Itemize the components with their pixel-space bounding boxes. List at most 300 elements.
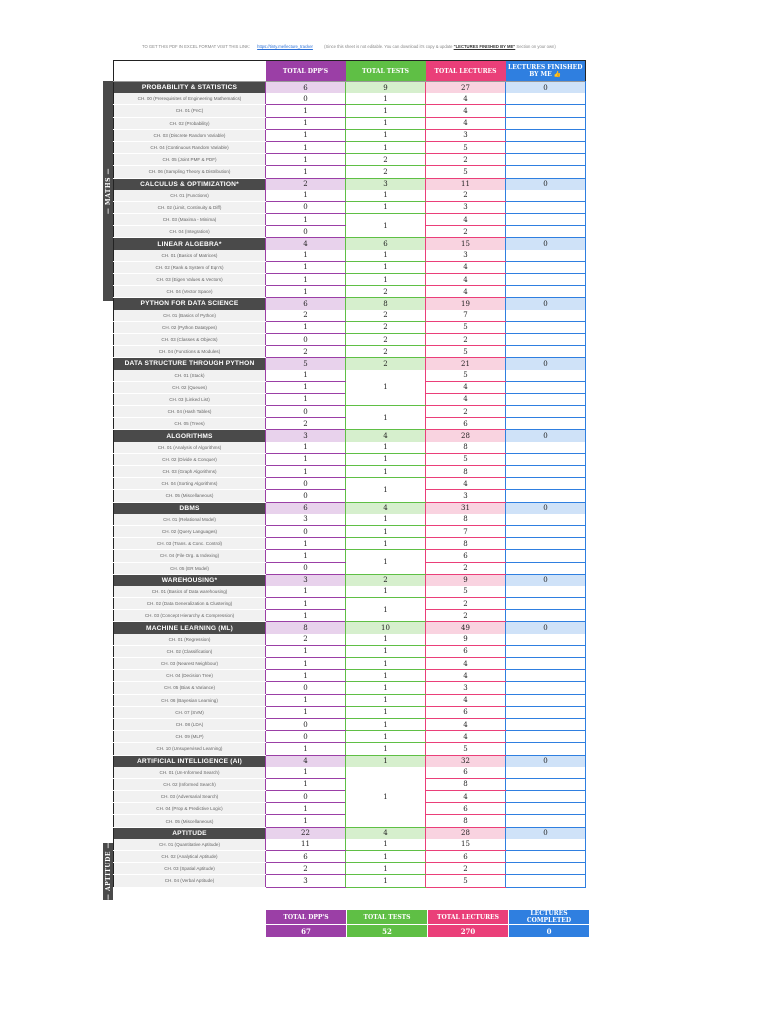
chapter-lectures: 2 [426,333,506,345]
header-blank-cell [114,61,266,82]
chapter-lectures: 5 [426,875,506,887]
section-name: WAREHOUSING* [114,574,266,586]
chapter-tests: 1 [346,694,426,706]
chapter-lectures: 6 [426,550,506,562]
chapter-dpps: 1 [266,598,346,610]
chapter-tests: 2 [346,154,426,166]
chapter-tests: 2 [346,310,426,322]
chapter-name: CH. 07 (SVM) [114,706,266,718]
chapter-finished-input[interactable] [506,658,586,670]
chapter-finished-input[interactable] [506,682,586,694]
chapter-dpps: 6 [266,851,346,863]
chapter-finished-input[interactable] [506,190,586,202]
chapter-row [114,117,586,129]
chapter-tests: 1 [346,141,426,153]
section-name: DBMS [114,502,266,514]
chapter-name: CH. 04 (Sorting Algorithms) [114,478,266,490]
chapter-finished-input[interactable] [506,226,586,238]
chapter-name: CH. 02 (Queues) [114,381,266,393]
chapter-finished-input[interactable] [506,129,586,141]
summary-totals-table [265,909,590,938]
chapter-name: CH. 03 (Eigen Values & Vectors) [114,274,266,286]
chapter-tests: 1 [346,129,426,141]
chapter-finished-input[interactable] [506,117,586,129]
section-lectures-finished: 0 [506,574,586,586]
chapter-finished-input[interactable] [506,694,586,706]
chapter-lectures: 6 [426,803,506,815]
chapter-name: CH. 02 (Python Datatypes) [114,321,266,333]
excel-note-prefix: TO GET THIS PDF IN EXCEL FORMAT VISIT THIS LINK: [142,44,250,49]
chapter-dpps: 1 [266,778,346,790]
section-name: PYTHON FOR DATA SCIENCE [114,298,266,310]
chapter-dpps: 1 [266,154,346,166]
chapter-tests: 2 [346,286,426,298]
chapter-row [114,321,586,333]
chapter-row [114,346,586,358]
section-total-tests: 10 [346,622,426,634]
chapter-dpps: 1 [266,694,346,706]
section-name: ALGORITHMS [114,430,266,442]
chapter-lectures: 4 [426,286,506,298]
maths-side-label: — MATHS — [103,81,113,301]
chapter-tests: 1 [346,863,426,875]
chapter-tests: 1 [346,731,426,743]
section-lectures-finished: 0 [506,502,586,514]
chapter-finished-input[interactable] [506,598,586,610]
total-lectures-value: 270 [428,925,509,938]
chapter-name: CH. 03 (Graph Algorithms) [114,466,266,478]
chapter-tests: 1 [346,718,426,730]
chapter-tests: 1 [346,645,426,657]
chapter-lectures: 4 [426,381,506,393]
chapter-finished-input[interactable] [506,201,586,213]
chapter-row [114,190,586,202]
chapter-lectures: 6 [426,767,506,779]
chapter-finished-input[interactable] [506,743,586,755]
section-name: MACHINE LEARNING (ML) [114,622,266,634]
section-row [114,298,586,310]
chapter-lectures: 8 [426,538,506,550]
chapter-dpps: 0 [266,93,346,105]
chapter-dpps: 0 [266,562,346,574]
chapter-finished-input[interactable] [506,105,586,117]
section-lectures-finished: 0 [506,178,586,190]
chapter-name: CH. 04 (Continuous Random Variable) [114,141,266,153]
chapter-finished-input[interactable] [506,393,586,405]
section-total-dpps: 3 [266,574,346,586]
section-total-lectures: 28 [426,827,506,839]
chapter-tests: 1 [346,370,426,406]
chapter-dpps: 1 [266,250,346,262]
chapter-finished-input[interactable] [506,851,586,863]
chapter-dpps: 1 [266,117,346,129]
section-row [114,238,586,250]
chapter-tests: 1 [346,442,426,454]
chapter-finished-input[interactable] [506,815,586,827]
chapter-lectures: 2 [426,562,506,574]
chapter-tests: 2 [346,346,426,358]
chapter-row [114,274,586,286]
chapter-finished-input[interactable] [506,466,586,478]
chapter-name: CH. 01 (Quantitative Aptitude) [114,839,266,851]
chapter-finished-input[interactable] [506,550,586,562]
chapter-row [114,370,586,382]
chapter-tests: 1 [346,274,426,286]
chapter-name: CH. 05 (Miscellaneous) [114,490,266,502]
chapter-tests: 1 [346,550,426,574]
chapter-lectures: 5 [426,586,506,598]
chapter-dpps: 0 [266,406,346,418]
chapter-finished-input[interactable] [506,261,586,273]
chapter-dpps: 0 [266,478,346,490]
chapter-name: CH. 05 (Bias & Variance) [114,682,266,694]
chapter-finished-input[interactable] [506,562,586,574]
chapter-dpps: 1 [266,370,346,382]
chapter-row [114,851,586,863]
chapter-finished-input[interactable] [506,634,586,646]
chapter-dpps: 1 [266,645,346,657]
header-total-lectures: TOTAL LECTURES [426,61,506,82]
total-dpps-label: TOTAL DPP'S [266,910,347,925]
chapter-lectures: 4 [426,393,506,405]
chapter-finished-input[interactable] [506,803,586,815]
chapter-lectures: 2 [426,226,506,238]
chapter-dpps: 1 [266,658,346,670]
chapter-finished-input[interactable] [506,586,586,598]
chapter-finished-input[interactable] [506,154,586,166]
chapter-row [114,406,586,418]
chapter-row [114,261,586,273]
chapter-finished-input[interactable] [506,286,586,298]
chapter-name: CH. 02 (Probability) [114,117,266,129]
section-row [114,502,586,514]
chapter-name: CH. 03 (Linked List) [114,393,266,405]
chapter-dpps: 3 [266,875,346,887]
chapter-name: CH. 05 (Joint PMF & PDF) [114,154,266,166]
chapter-name: CH. 01 (Relational Model) [114,514,266,526]
chapter-dpps: 2 [266,346,346,358]
section-lectures-finished: 0 [506,755,586,767]
chapter-name: CH. 01 (Stack) [114,370,266,382]
chapter-row [114,466,586,478]
chapter-finished-input[interactable] [506,645,586,657]
chapter-name: CH. 01 (Functions) [114,190,266,202]
chapter-name: CH. 03 (Discrete Random Variable) [114,129,266,141]
section-total-lectures: 31 [426,502,506,514]
chapter-name: CH. 05 (Miscellaneous) [114,815,266,827]
chapter-row [114,694,586,706]
chapter-row [114,682,586,694]
chapter-row [114,141,586,153]
chapter-name: CH. 04 (Decision Tree) [114,670,266,682]
header-total-dpps: TOTAL DPP'S [266,61,346,82]
chapter-name: CH. 03 (Adversarial Search) [114,791,266,803]
chapter-dpps: 1 [266,815,346,827]
section-name: APTITUDE [114,827,266,839]
chapter-finished-input[interactable] [506,321,586,333]
chapter-finished-input[interactable] [506,718,586,730]
chapter-name: CH. 01 (Basics of Data warehousing) [114,586,266,598]
chapter-row [114,129,586,141]
chapter-name: CH. 02 (Limit, Continuity & Diff) [114,201,266,213]
chapter-name: CH. 06 (Sampling Theory & Distribution) [114,166,266,178]
chapter-dpps: 2 [266,418,346,430]
section-lectures-finished: 0 [506,358,586,370]
chapter-tests: 1 [346,538,426,550]
section-row [114,755,586,767]
section-lectures-finished: 0 [506,430,586,442]
chapter-dpps: 1 [266,166,346,178]
chapter-lectures: 7 [426,310,506,322]
chapter-dpps: 1 [266,453,346,465]
chapter-dpps: 2 [266,634,346,646]
header-row [114,61,586,82]
section-total-dpps: 6 [266,298,346,310]
section-total-dpps: 4 [266,238,346,250]
chapter-tests: 1 [346,706,426,718]
chapter-lectures: 8 [426,778,506,790]
chapter-name: CH. 02 (Informed Search) [114,778,266,790]
chapter-name: CH. 04 (File Org. & Indexing) [114,550,266,562]
chapter-finished-input[interactable] [506,670,586,682]
section-name: PROBABILITY & STATISTICS [114,82,266,94]
totals-label-row [266,910,590,925]
chapter-lectures: 6 [426,706,506,718]
chapter-name: CH. 04 (Integration) [114,226,266,238]
chapter-lectures: 4 [426,261,506,273]
chapter-finished-input[interactable] [506,490,586,502]
chapter-finished-input[interactable] [506,381,586,393]
chapter-finished-input[interactable] [506,250,586,262]
chapter-lectures: 4 [426,694,506,706]
chapter-row [114,670,586,682]
chapter-finished-input[interactable] [506,418,586,430]
section-name: CALCULUS & OPTIMIZATION* [114,178,266,190]
chapter-dpps: 1 [266,190,346,202]
section-total-tests: 4 [346,502,426,514]
chapter-dpps: 1 [266,550,346,562]
chapter-row [114,586,586,598]
chapter-finished-input[interactable] [506,453,586,465]
chapter-finished-input[interactable] [506,863,586,875]
chapter-row [114,743,586,755]
chapter-row [114,214,586,226]
chapter-row [114,154,586,166]
header-total-tests: TOTAL TESTS [346,61,426,82]
chapter-lectures: 6 [426,851,506,863]
chapter-finished-input[interactable] [506,791,586,803]
chapter-name: CH. 04 (Functions & Modules) [114,346,266,358]
chapter-tests: 1 [346,525,426,537]
section-total-tests: 3 [346,178,426,190]
chapter-row [114,706,586,718]
section-row [114,574,586,586]
chapter-finished-input[interactable] [506,875,586,887]
chapter-name: CH. 02 (Classification) [114,645,266,657]
chapter-finished-input[interactable] [506,610,586,622]
chapter-row [114,718,586,730]
chapter-dpps: 1 [266,442,346,454]
chapter-row [114,478,586,490]
section-total-lectures: 27 [426,82,506,94]
section-total-tests: 6 [346,238,426,250]
chapter-dpps: 1 [266,321,346,333]
chapter-name: CH. 01 (Regression) [114,634,266,646]
chapter-dpps: 1 [266,803,346,815]
chapter-finished-input[interactable] [506,406,586,418]
chapter-tests: 1 [346,117,426,129]
section-total-lectures: 21 [426,358,506,370]
chapter-dpps: 0 [266,682,346,694]
chapter-finished-input[interactable] [506,370,586,382]
chapter-finished-input[interactable] [506,214,586,226]
chapter-lectures: 4 [426,274,506,286]
chapter-lectures: 4 [426,658,506,670]
chapter-tests: 1 [346,453,426,465]
chapter-finished-input[interactable] [506,310,586,322]
chapter-name: CH. 04 (Vector Space) [114,286,266,298]
section-lectures-finished: 0 [506,238,586,250]
chapter-lectures: 8 [426,466,506,478]
chapter-lectures: 2 [426,154,506,166]
section-total-tests: 8 [346,298,426,310]
lectures-completed-label: LECTURES COMPLETED [509,910,590,925]
chapter-lectures: 3 [426,490,506,502]
chapter-row [114,514,586,526]
section-total-tests: 4 [346,430,426,442]
section-row [114,622,586,634]
chapter-dpps: 0 [266,490,346,502]
section-row [114,430,586,442]
chapter-lectures: 4 [426,718,506,730]
chapter-lectures: 6 [426,645,506,657]
chapter-dpps: 0 [266,333,346,345]
chapter-finished-input[interactable] [506,525,586,537]
chapter-lectures: 5 [426,370,506,382]
chapter-row [114,525,586,537]
total-lectures-label: TOTAL LECTURES [428,910,509,925]
chapter-dpps: 1 [266,538,346,550]
chapter-lectures: 5 [426,166,506,178]
chapter-dpps: 0 [266,718,346,730]
lecture-tracker-table [113,60,586,888]
chapter-name: CH. 03 (Maxima - Minima) [114,214,266,226]
section-row [114,82,586,94]
chapter-name: CH. 03 (Nearest Neighbour) [114,658,266,670]
chapter-finished-input[interactable] [506,706,586,718]
chapter-finished-input[interactable] [506,731,586,743]
chapter-name: CH. 00 (Prerequisites of Engineering Mathematics) [114,93,266,105]
chapter-dpps: 1 [266,706,346,718]
chapter-row [114,875,586,887]
section-total-lectures: 19 [426,298,506,310]
chapter-finished-input[interactable] [506,346,586,358]
chapter-lectures: 2 [426,863,506,875]
chapter-dpps: 1 [266,274,346,286]
chapter-row [114,767,586,779]
chapter-finished-input[interactable] [506,442,586,454]
chapter-row [114,93,586,105]
chapter-finished-input[interactable] [506,839,586,851]
chapter-row [114,453,586,465]
chapter-name: CH. 02 (Rank & System of Eqn's) [114,261,266,273]
section-total-lectures: 15 [426,238,506,250]
chapter-row [114,442,586,454]
section-name: LINEAR ALGEBRA* [114,238,266,250]
excel-tracker-link[interactable]: https://tinty.me/lecture_tracker [257,44,313,49]
chapter-lectures: 3 [426,682,506,694]
chapter-finished-input[interactable] [506,538,586,550]
excel-note-bold: "LECTURES FINISHED BY ME" [453,44,516,49]
chapter-row [114,166,586,178]
section-lectures-finished: 0 [506,82,586,94]
chapter-name: CH. 03 (Trans. & Conc. Control) [114,538,266,550]
section-total-lectures: 49 [426,622,506,634]
chapter-tests: 1 [346,478,426,502]
chapter-finished-input[interactable] [506,141,586,153]
chapter-row [114,645,586,657]
chapter-lectures: 2 [426,598,506,610]
chapter-row [114,286,586,298]
chapter-dpps: 1 [266,610,346,622]
chapter-tests: 1 [346,466,426,478]
chapter-name: CH. 03 (Classes & Objects) [114,333,266,345]
chapter-tests: 1 [346,406,426,430]
chapter-finished-input[interactable] [506,514,586,526]
section-row [114,358,586,370]
chapter-finished-input[interactable] [506,478,586,490]
chapter-name: CH. 05 (ER Model) [114,562,266,574]
chapter-row [114,201,586,213]
chapter-row [114,250,586,262]
chapter-dpps: 1 [266,393,346,405]
chapter-tests: 1 [346,93,426,105]
chapter-finished-input[interactable] [506,274,586,286]
chapter-row [114,839,586,851]
section-row [114,178,586,190]
chapter-finished-input[interactable] [506,333,586,345]
chapter-tests: 1 [346,851,426,863]
chapter-tests: 1 [346,586,426,598]
chapter-dpps: 0 [266,731,346,743]
chapter-name: CH. 02 (Query Languages) [114,525,266,537]
chapter-lectures: 15 [426,839,506,851]
chapter-lectures: 7 [426,525,506,537]
chapter-finished-input[interactable] [506,778,586,790]
section-total-tests: 4 [346,827,426,839]
chapter-dpps: 1 [266,261,346,273]
chapter-finished-input[interactable] [506,767,586,779]
section-name: ARTIFICIAL INTELLIGENCE (AI) [114,755,266,767]
chapter-name: CH. 06 (Bayesian Learning) [114,694,266,706]
chapter-tests: 1 [346,682,426,694]
chapter-lectures: 4 [426,105,506,117]
chapter-tests: 2 [346,166,426,178]
chapter-finished-input[interactable] [506,166,586,178]
chapter-lectures: 4 [426,670,506,682]
chapter-name: CH. 03 (Spatial Aptitude) [114,863,266,875]
section-total-dpps: 6 [266,502,346,514]
chapter-dpps: 1 [266,381,346,393]
chapter-dpps: 0 [266,201,346,213]
chapter-name: CH. 01 (PnC) [114,105,266,117]
section-row [114,827,586,839]
chapter-name: CH. 01 (Un-Informed Search) [114,767,266,779]
section-total-dpps: 4 [266,755,346,767]
chapter-finished-input[interactable] [506,93,586,105]
chapter-lectures: 3 [426,250,506,262]
chapter-tests: 1 [346,658,426,670]
